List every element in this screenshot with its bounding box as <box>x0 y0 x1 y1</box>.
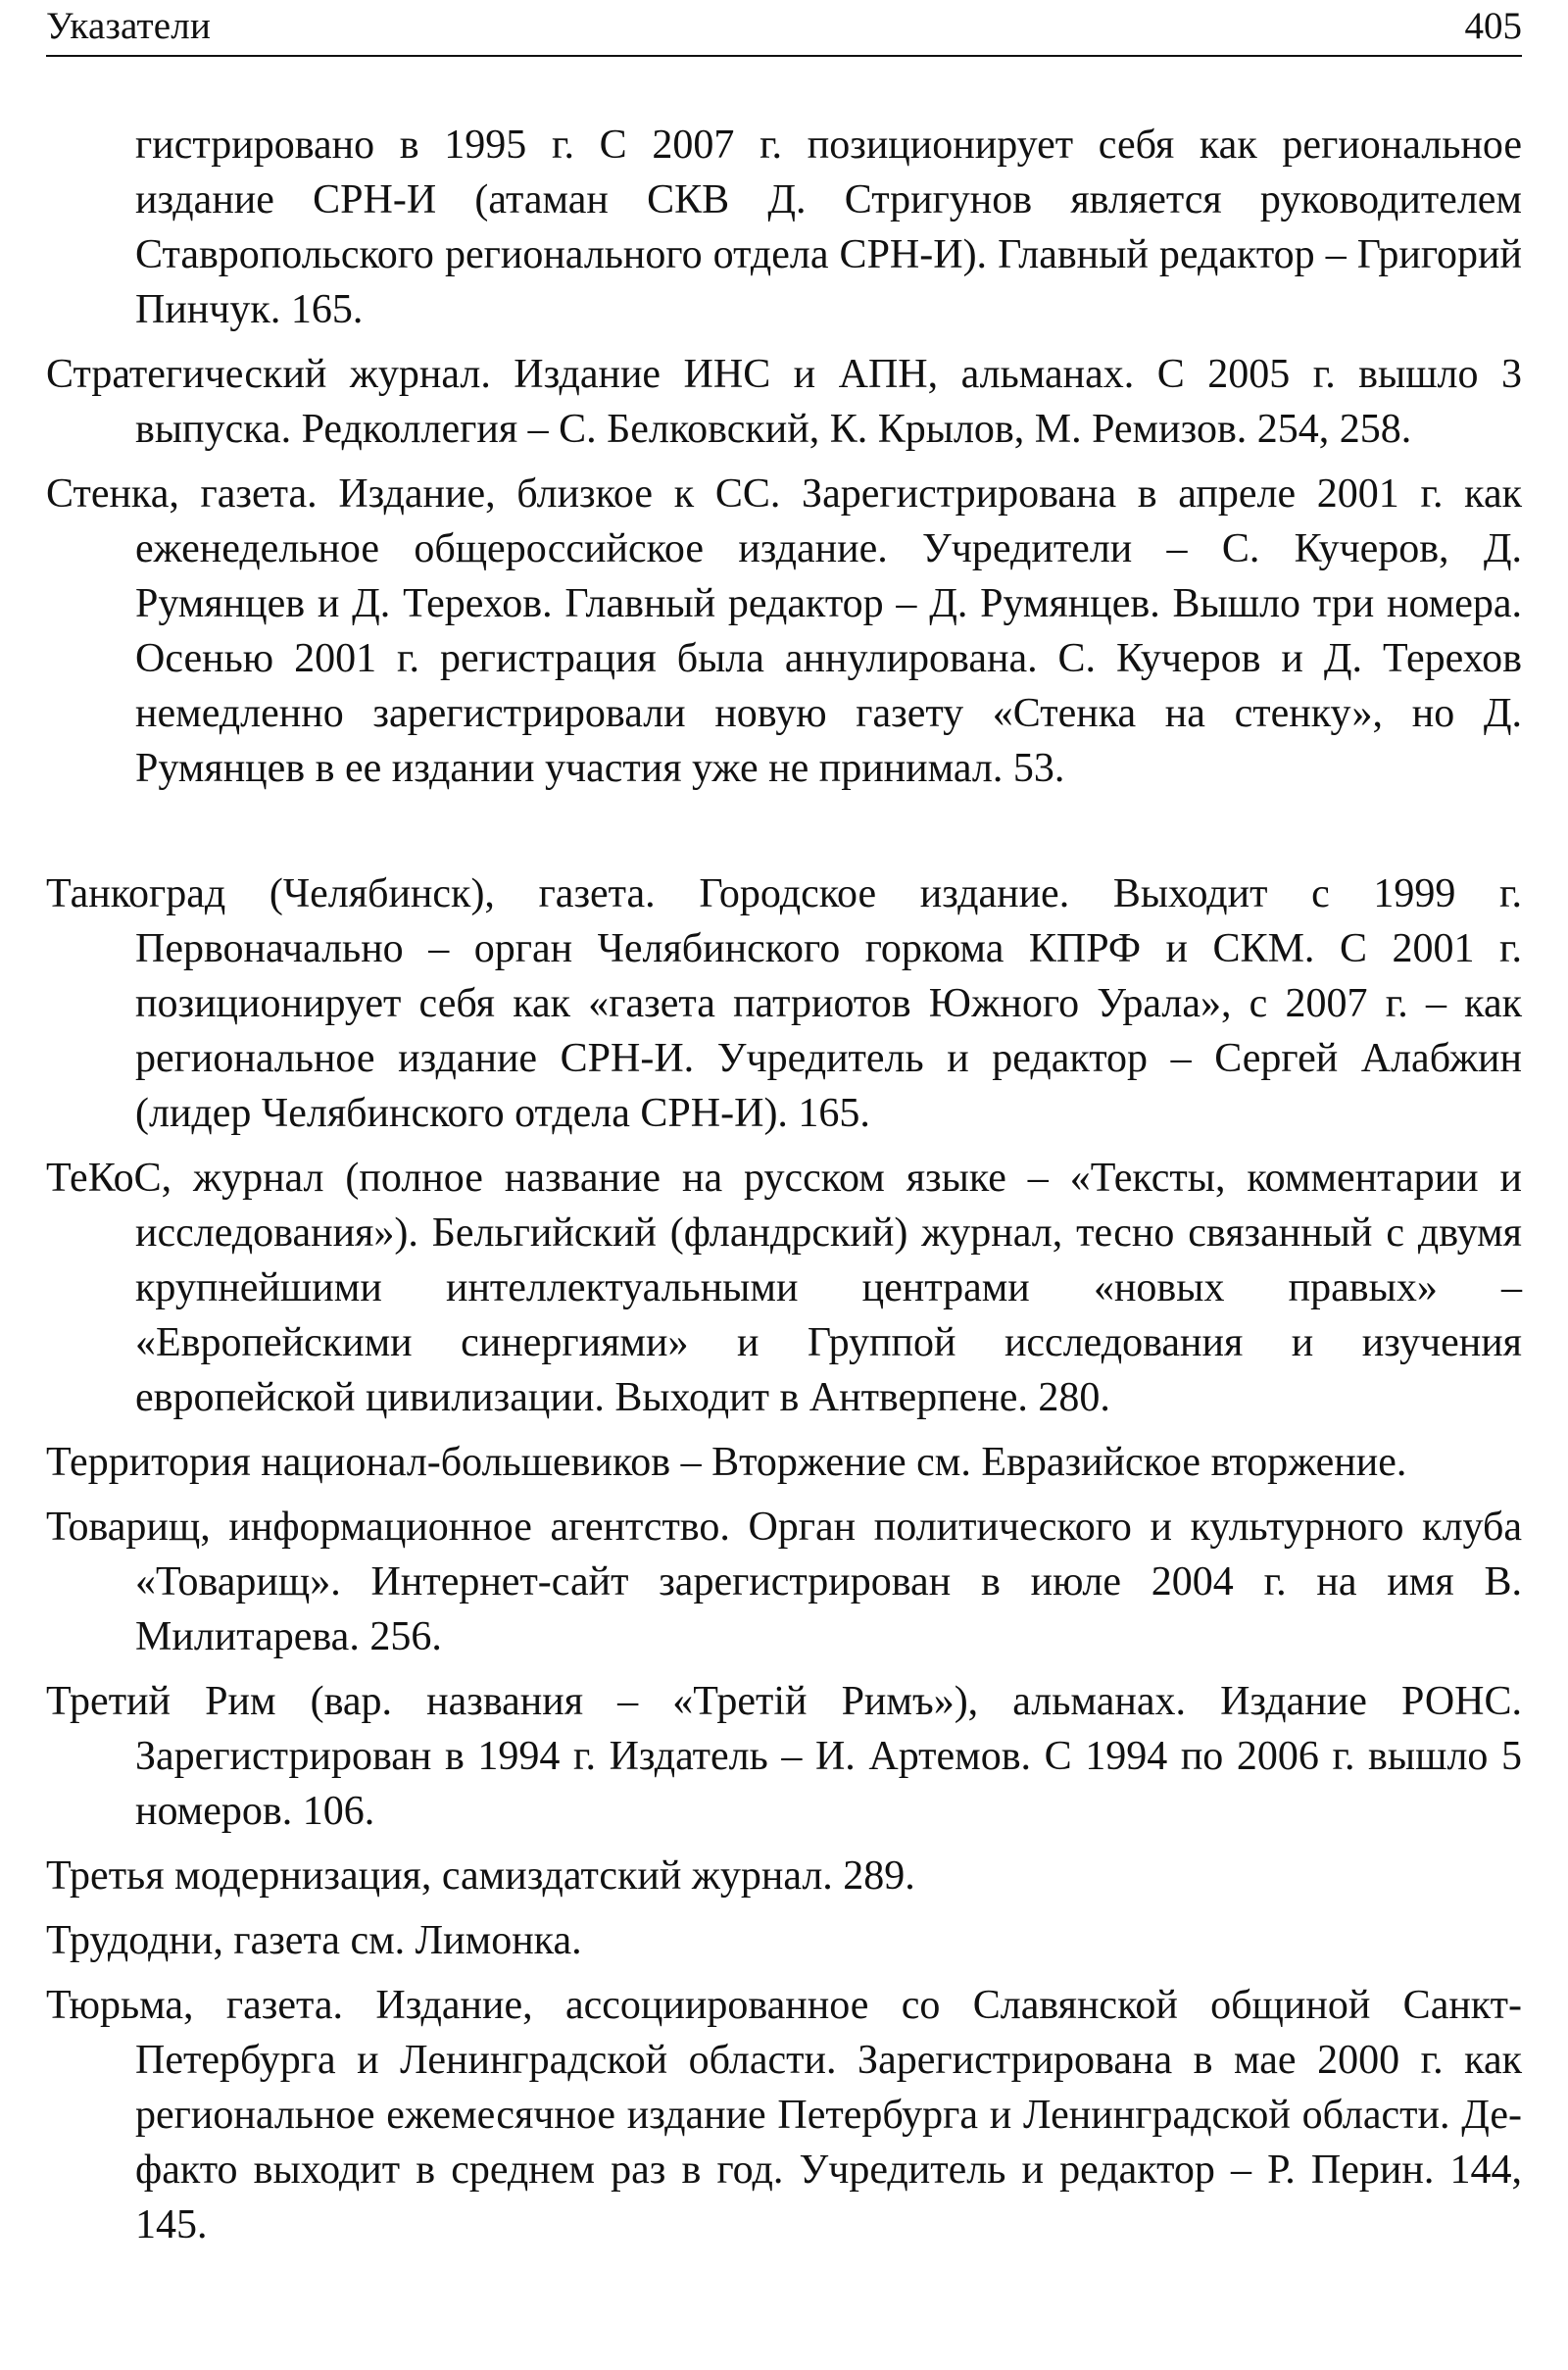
index-entry-tretiy-rim: Третий Рим (вар. названия – «Третiй Римъ»), альманах. Издание РОНС. Зарегистрирован в 1994 г. Издатель – И. Артемов. С 1994 по 2006 г. вышло 5 номеров. 106. <box>46 1679 1522 1834</box>
index-entry-continued: гистрировано в 1995 г. С 2007 г. позиционирует себя как региональное издание СРН-И (атаман СКВ Д. Стригунов является руководителем Ставропольского регионального отдела СРН-И). Главный редактор – Григорий Пинчук. 165. <box>135 123 1522 332</box>
index-entry-tekos: ТеКоС, журнал (полное название на русском языке – «Тексты, комментарии и исследования»). Бельгийский (фландрский) журнал, тесно связанный с двумя крупнейшими интеллектуальными центрами «новых правых» – «Европейскими синергиями» и Группой исследования и изучения европейской цивилизации. Выходит в Антверпене. 280. <box>46 1156 1522 1420</box>
index-entries <box>46 118 1522 2262</box>
index-entry-tankograd: Танкоград (Челябинск), газета. Городское издание. Выходит с 1999 г. Первоначально – орган Челябинского горкома КПРФ и СКМ. С 2001 г. позиционирует себя как «газета патриотов Южного Урала», с 2007 г. – как региональное издание СРН-И. Учредитель и редактор – Сергей Алабжин (лидер Челябинского отдела СРН-И). 165. <box>46 871 1522 1136</box>
page-number: 405 <box>1464 5 1522 47</box>
index-entry-strategicheskiy-zhurnal: Стратегический журнал. Издание ИНС и АПН, альманах. С 2005 г. вышло 3 выпуска. Редколлегия – С. Белковский, К. Крылов, М. Ремизов. 254, 258. <box>46 352 1522 452</box>
running-head <box>46 0 1522 57</box>
section-title: Указатели <box>46 5 212 47</box>
index-entry-tretya-modernizatsiya: Третья модернизация, самиздатский журнал. 289. <box>46 1853 915 1899</box>
index-entry-trudodni: Трудодни, газета см. Лимонка. <box>46 1918 582 1963</box>
index-entry-territoriya: Территория национал-большевиков – Вторжение см. Евразийское вторжение. <box>46 1440 1407 1485</box>
index-entry-tovarishch: Товарищ, информационное агентство. Орган политического и культурного клуба «Товарищ». Интернет-сайт зарегистрирован в июле 2004 г. на имя В. Милитарева. 256. <box>46 1505 1522 1659</box>
index-entry-stenka: Стенка, газета. Издание, близкое к СС. Зарегистрирована в апреле 2001 г. как еженедельное общероссийское издание. Учредители – С. Кучеров, Д. Румянцев и Д. Терехов. Главный редактор – Д. Румянцев. Вышло три номера. Осенью 2001 г. регистрация была аннулирована. С. Кучеров и Д. Терехов немедленно зарегистрировали новую газету «Стенка на стенку», но Д. Румянцев в ее издании участия уже не принимал. 53. <box>46 471 1522 791</box>
index-entry-tyurma: Тюрьма, газета. Издание, ассоциированное со Славянской общиной Санкт-Петербурга и Ленинградской области. Зарегистрирована в мае 2000 г. как региональное ежемесячное издание Петербурга и Ленинградской области. Де-факто выходит в среднем раз в год. Учредитель и редактор – Р. Перин. 144, 145. <box>46 1983 1522 2247</box>
